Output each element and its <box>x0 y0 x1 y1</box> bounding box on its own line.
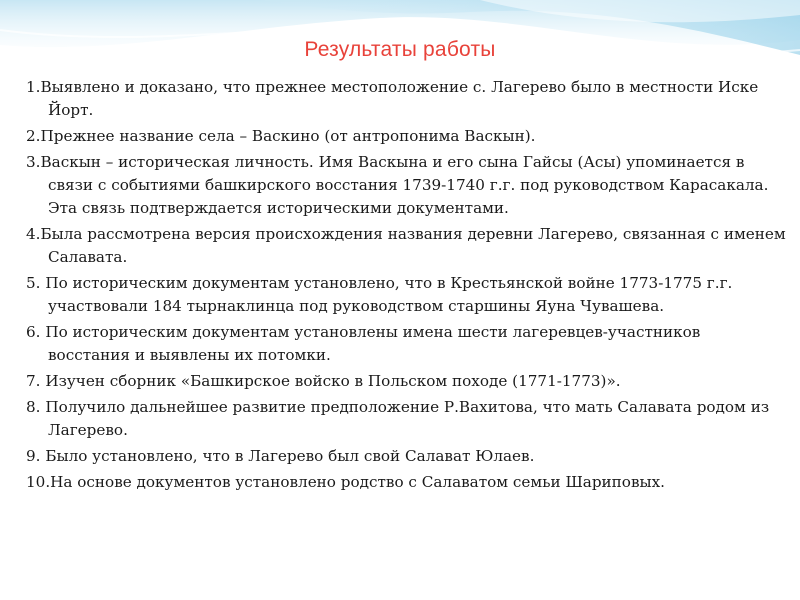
list-item: 8. Получило дальнейшее развитие предположение Р.Вахитова, что мать Салавата родом из Лагерево. <box>26 398 770 439</box>
list-item: 7. Изучен сборник «Башкирское войско в Польском походе (1771-1773)». <box>26 372 621 390</box>
list-item: 10.На основе документов установлено родство с Салаватом семьи Шариповых. <box>26 473 665 491</box>
list-item: 6. По историческим документам установлены имена шести лагеревцев-участников восстания и выявлены их потомки. <box>26 323 701 364</box>
list-item: 9. Было установлено, что в Лагерево был свой Салават Юлаев. <box>26 447 535 465</box>
slide-title: Результаты работы <box>304 38 496 61</box>
list-item: 3.Васкын – историческая личность. Имя Васкына и его сына Гайсы (Асы) упоминается в связи с событиями башкирского восстания 1739-1740 г.г. под руководством Карасакала. Эта связь подтверждается историческими документами. <box>26 153 769 217</box>
list-item: 2.Прежнее название села – Васкино (от антропонима Васкын). <box>26 127 536 145</box>
list-item: 4.Была рассмотрена версия происхождения названия деревни Лагерево, связанная с именем Салавата. <box>26 225 786 266</box>
list-item: 5. По историческим документам установлено, что в Крестьянской войне 1773-1775 г.г. участвовали 184 тырнаклинца под руководством старшины Яуна Чувашева. <box>26 274 733 315</box>
list-item: 1.Выявлено и доказано, что прежнее местоположение с. Лагерево было в местности Иске Йорт. <box>26 78 759 119</box>
results-list <box>26 76 786 497</box>
